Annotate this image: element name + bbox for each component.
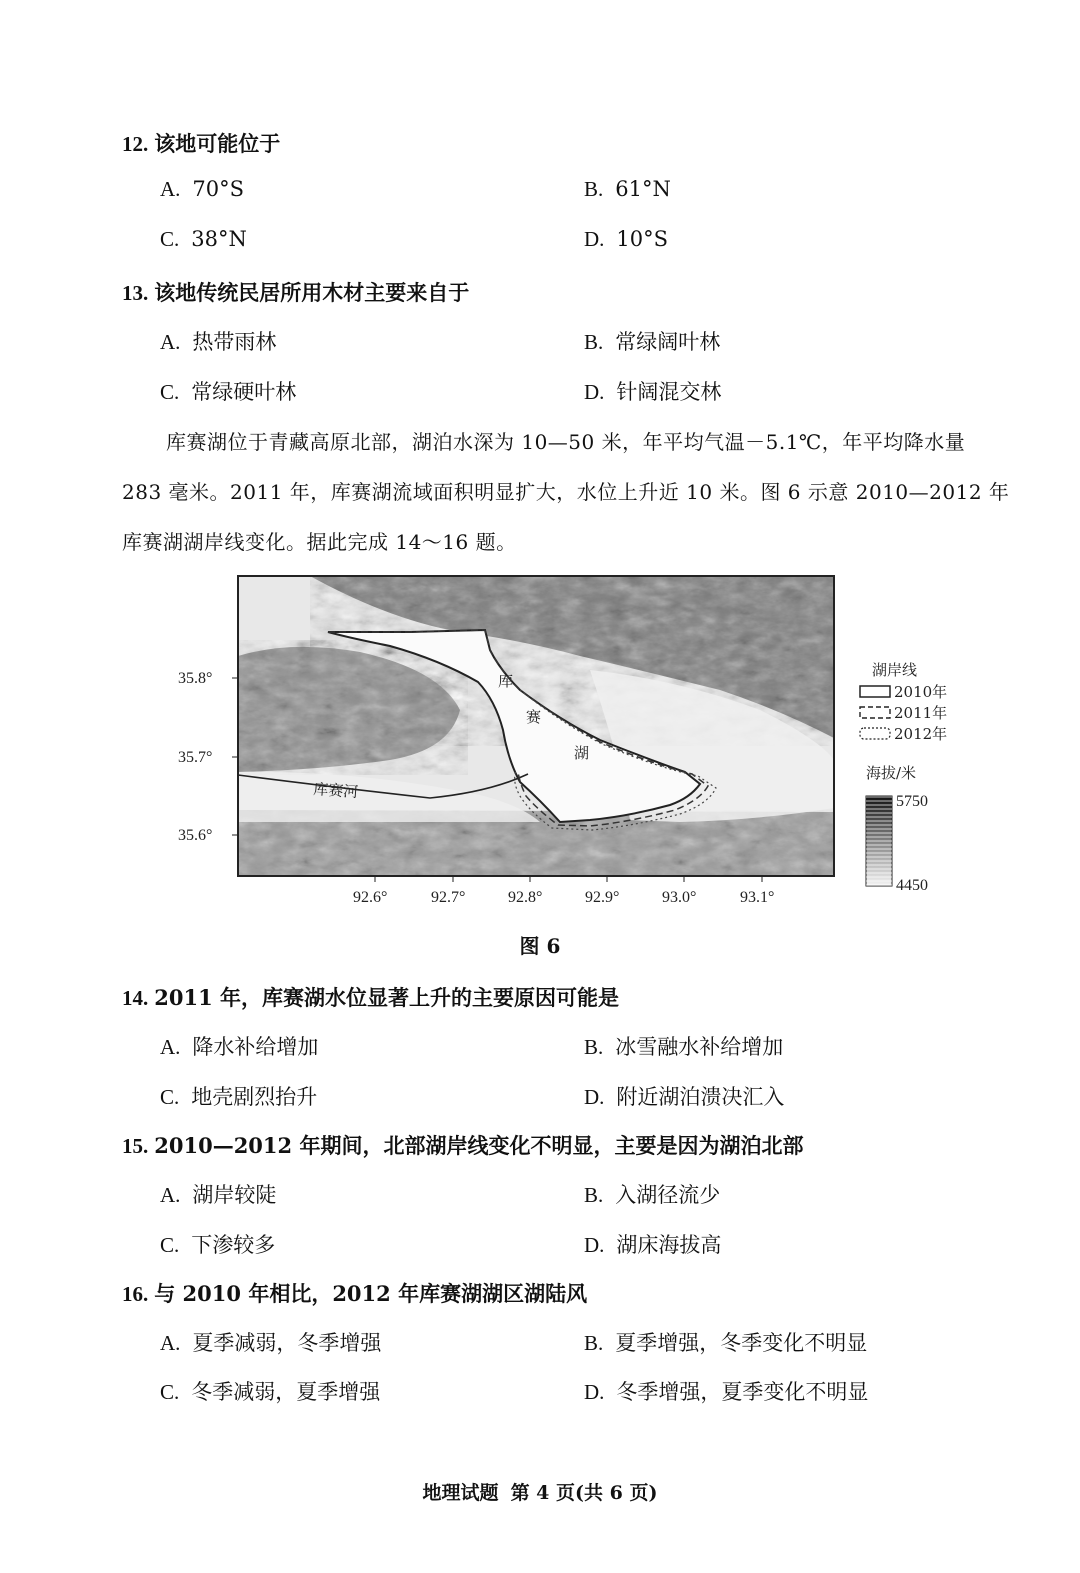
lake-map-figure (160, 560, 960, 910)
passage-line-2: 283 毫米。2011 年，库赛湖流域面积明显扩大，水位上升近 10 米。图 6 示意 2010—2012 年 (122, 480, 1010, 504)
option-c[interactable]: C. 常绿硬叶林 (160, 380, 297, 404)
question-16 (122, 1278, 587, 1308)
option-c[interactable]: C. 38°N (160, 227, 247, 251)
option-c[interactable]: C. 地壳剧烈抬升 (160, 1085, 318, 1109)
lon-tick-label: 92.8° (508, 889, 543, 906)
passage-line-1: 库赛湖位于青藏高原北部，湖泊水深为 10—50 米，年平均气温－5.1℃，年平均降水量 (166, 430, 966, 454)
elevation-min-label: 4450 (896, 877, 928, 894)
option-d[interactable]: D. 针阔混交林 (584, 380, 722, 404)
longitude-axis (353, 876, 774, 906)
legend-year-2010: 2010年 (894, 683, 948, 701)
question-number: 16. (122, 1282, 149, 1306)
lon-tick-label: 92.9° (585, 889, 620, 906)
question-stem: 该地传统民居所用木材主要来自于 (154, 280, 470, 305)
question-stem: 与 2010 年相比，2012 年库赛湖湖区湖陆风 (154, 1281, 588, 1306)
option-b[interactable]: B. 冰雪融水补给增加 (584, 1035, 784, 1059)
option-c[interactable]: C. 下渗较多 (160, 1233, 276, 1257)
passage-line-3: 库赛湖湖岸线变化。据此完成 14～16 题。 (122, 530, 517, 554)
legend-swatch-2011 (860, 707, 890, 718)
lat-tick-label: 35.8° (178, 670, 213, 687)
legend-elevation-title: 海拔/米 (866, 764, 917, 782)
terrain-shading (238, 576, 834, 876)
lon-tick-label: 92.6° (353, 889, 388, 906)
option-d[interactable]: D. 附近湖泊溃决汇入 (584, 1085, 785, 1109)
page-footer (0, 1478, 1080, 1505)
option-b[interactable]: B. 61°N (584, 177, 671, 201)
legend-shoreline-title: 湖岸线 (872, 661, 918, 679)
elevation-bar-hatching (866, 796, 892, 886)
option-a[interactable]: A. 夏季减弱，冬季增强 (160, 1331, 382, 1355)
legend-elevation (866, 764, 928, 894)
option-b[interactable]: B. 夏季增强，冬季变化不明显 (584, 1331, 868, 1355)
question-12 (122, 128, 280, 158)
option-a[interactable]: A. 湖岸较陡 (160, 1183, 277, 1207)
river-label: 库赛河 (312, 780, 359, 802)
option-a[interactable]: A. 70°S (160, 177, 245, 201)
option-c[interactable]: C. 冬季减弱，夏季增强 (160, 1380, 381, 1404)
option-a[interactable]: A. 降水补给增加 (160, 1035, 319, 1059)
legend-swatch-2010 (860, 686, 890, 697)
question-stem: 2011 年，库赛湖水位显著上升的主要原因可能是 (154, 985, 620, 1010)
option-b[interactable]: B. 常绿阔叶林 (584, 330, 721, 354)
figure-caption: 图 6 (519, 934, 561, 958)
question-number: 14. (122, 986, 149, 1010)
question-stem: 该地可能位于 (154, 131, 281, 156)
lon-tick-label: 93.0° (662, 889, 697, 906)
question-number: 12. (122, 132, 149, 156)
question-number: 13. (122, 281, 149, 305)
legend-year-2012: 2012年 (894, 725, 948, 743)
latitude-axis (178, 670, 238, 844)
question-13 (122, 277, 469, 307)
lat-tick-label: 35.7° (178, 749, 213, 766)
footer-subject: 地理试题 (422, 1482, 499, 1504)
question-stem: 2010—2012 年期间，北部湖岸线变化不明显，主要是因为湖泊北部 (154, 1133, 804, 1158)
footer-page-number: 第 4 页(共 6 页) (510, 1482, 658, 1504)
legend-year-2011: 2011年 (894, 704, 948, 722)
lake-label-char-1: 库 (498, 672, 514, 690)
option-d[interactable]: D. 冬季增强，夏季变化不明显 (584, 1380, 869, 1404)
option-a[interactable]: A. 热带雨林 (160, 330, 277, 354)
lake-label-char-2: 赛 (526, 708, 542, 726)
question-15 (122, 1130, 803, 1160)
lon-tick-label: 92.7° (431, 889, 466, 906)
legend-shoreline (860, 661, 947, 743)
option-d[interactable]: D. 10°S (584, 227, 669, 251)
question-number: 15. (122, 1134, 149, 1158)
lat-tick-label: 35.6° (178, 827, 213, 844)
legend-swatch-2012 (860, 728, 890, 739)
question-14 (122, 982, 619, 1012)
elevation-max-label: 5750 (896, 793, 928, 810)
lake-label-char-3: 湖 (574, 744, 590, 762)
option-d[interactable]: D. 湖床海拔高 (584, 1233, 722, 1257)
lon-tick-label: 93.1° (740, 889, 775, 906)
option-b[interactable]: B. 入湖径流少 (584, 1183, 721, 1207)
